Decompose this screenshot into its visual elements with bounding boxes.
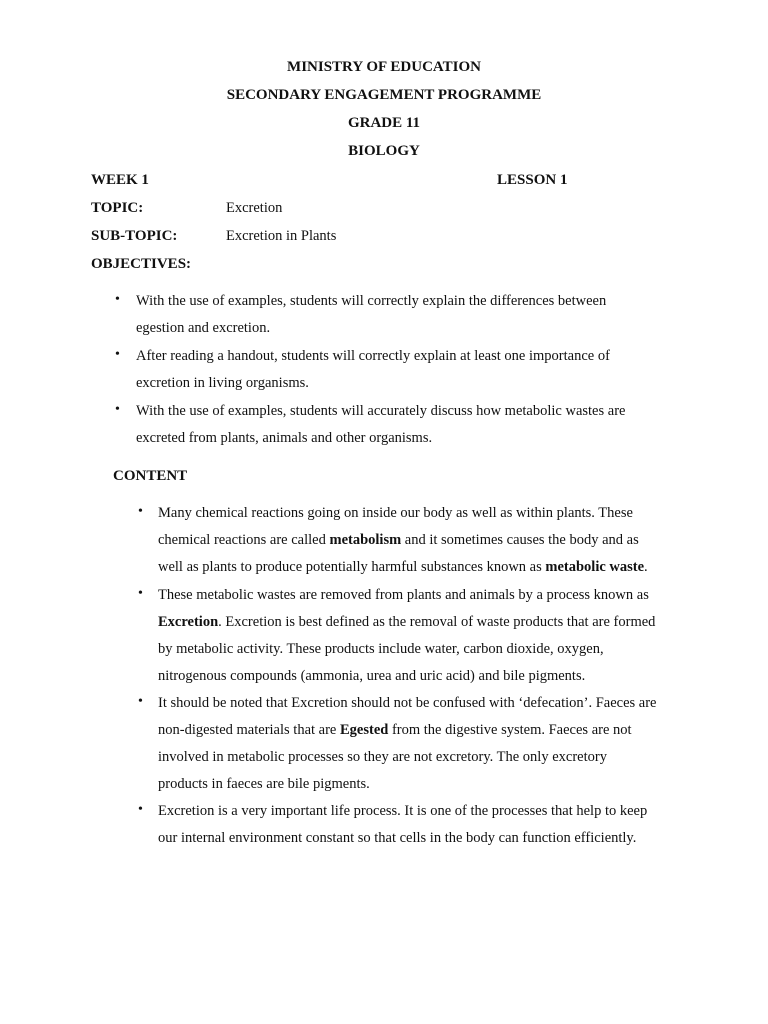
bullet-icon: • bbox=[115, 347, 120, 362]
content-text: chemical reactions are called bbox=[158, 532, 330, 548]
content-text: and it sometimes causes the body and as bbox=[401, 532, 639, 548]
grade-heading: GRADE 11 bbox=[347, 115, 421, 131]
subtopic-value: Excretion in Plants bbox=[226, 228, 337, 244]
content-line: It should be noted that Excretion should not be confused with ‘defecation’. Faeces are bbox=[158, 695, 657, 711]
bullet-icon: • bbox=[138, 802, 143, 817]
content-line bbox=[158, 612, 655, 632]
content-line bbox=[158, 530, 639, 550]
term-egested: Egested bbox=[340, 722, 389, 738]
bullet-icon: • bbox=[115, 292, 120, 307]
term-excretion: Excretion bbox=[158, 614, 219, 630]
content-line: products in faeces are bile pigments. bbox=[158, 776, 370, 792]
content-text: well as plants to produce potentially harmful substances known as bbox=[158, 559, 546, 575]
content-heading: CONTENT bbox=[113, 468, 188, 484]
ministry-heading: MINISTRY OF EDUCATION bbox=[287, 59, 481, 75]
objective-line: After reading a handout, students will correctly explain at least one importance of bbox=[136, 348, 610, 364]
content-line: our internal environment constant so that cells in the body can function efficiently. bbox=[158, 830, 637, 846]
content-line bbox=[158, 720, 632, 740]
content-text: . bbox=[644, 559, 648, 575]
bullet-icon: • bbox=[138, 504, 143, 519]
content-line: by metabolic activity. These products include water, carbon dioxide, oxygen, bbox=[158, 641, 604, 657]
content-line: nitrogenous compounds (ammonia, urea and uric acid) and bile pigments. bbox=[158, 668, 586, 684]
topic-label: TOPIC: bbox=[91, 200, 144, 216]
objective-line: With the use of examples, students will accurately discuss how metabolic wastes are bbox=[136, 403, 626, 419]
content-line: Many chemical reactions going on inside our body as well as within plants. These bbox=[158, 505, 633, 521]
bullet-icon: • bbox=[138, 694, 143, 709]
week-label: WEEK 1 bbox=[91, 172, 149, 188]
topic-value: Excretion bbox=[226, 200, 283, 216]
subject-heading: BIOLOGY bbox=[348, 143, 420, 159]
subtopic-label: SUB-TOPIC: bbox=[91, 228, 178, 244]
content-line bbox=[158, 557, 648, 577]
term-metabolic-waste: metabolic waste bbox=[545, 559, 645, 575]
programme-heading: SECONDARY ENGAGEMENT PROGRAMME bbox=[226, 87, 542, 103]
bullet-icon: • bbox=[138, 586, 143, 601]
content-line: involved in metabolic processes so they are not excretory. The only excretory bbox=[158, 749, 607, 765]
lesson-label: LESSON 1 bbox=[497, 172, 568, 188]
term-metabolism: metabolism bbox=[329, 532, 402, 548]
objective-line: excreted from plants, animals and other organisms. bbox=[136, 430, 433, 446]
content-line: These metabolic wastes are removed from plants and animals by a process known as bbox=[158, 587, 649, 603]
objective-line: excretion in living organisms. bbox=[136, 375, 309, 391]
objectives-label: OBJECTIVES: bbox=[91, 256, 192, 272]
content-text: from the digestive system. Faeces are not bbox=[388, 722, 632, 738]
objective-line: With the use of examples, students will correctly explain the differences between bbox=[136, 293, 607, 309]
objective-line: egestion and excretion. bbox=[136, 320, 271, 336]
content-text: non-digested materials that are bbox=[158, 722, 340, 738]
content-line: Excretion is a very important life process. It is one of the processes that help to keep bbox=[158, 803, 648, 819]
content-text: . Excretion is best defined as the removal of waste products that are formed bbox=[218, 614, 656, 630]
bullet-icon: • bbox=[115, 402, 120, 417]
